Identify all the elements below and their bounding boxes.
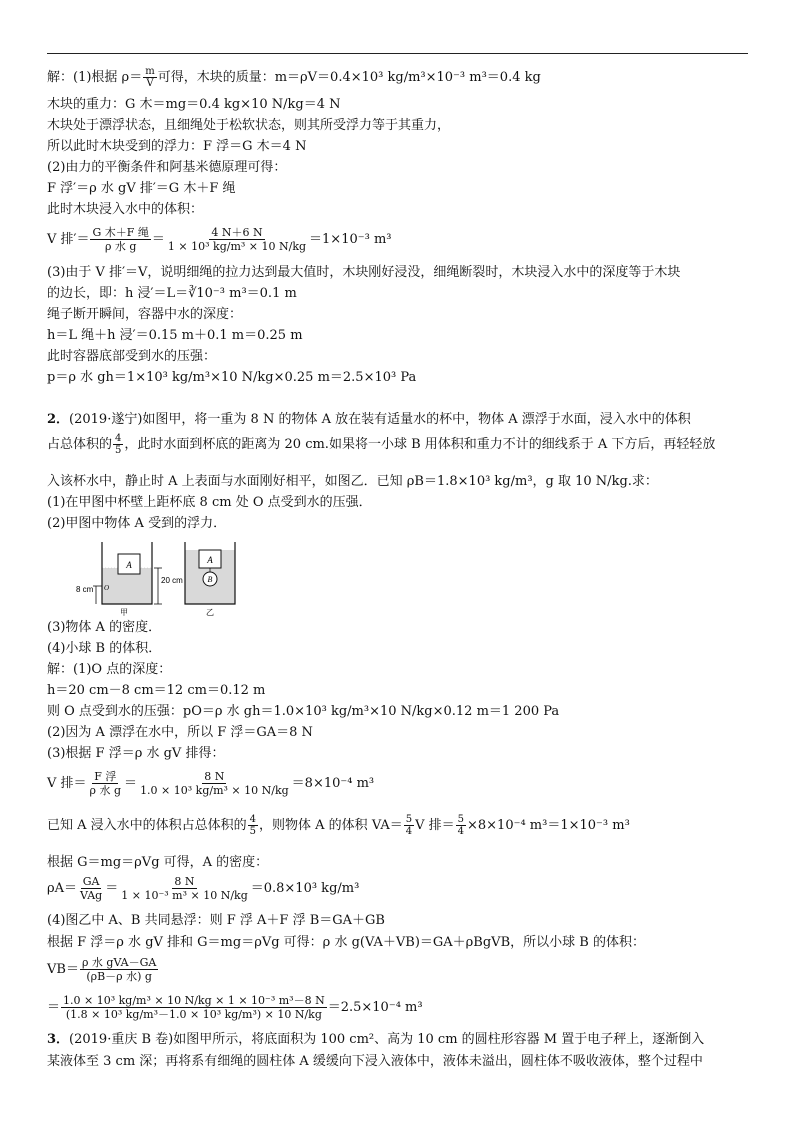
label-b: B [207,575,213,584]
sol2-line-13: ＝ $\frac{\text{1.0 × 10³ kg/m³ × 10 N/kg × 1 × 10⁻³ m³－8 N}}{\text{(1.8 × 10³ kg/m³－1.0 × 10³ kg/m³) × 10 N/kg}}$ ＝2.5×10⁻⁴ m³ [47,994,423,1021]
sol1-line-7: 此时木块浸入水中的体积： [47,202,204,217]
sol1-line-2: 木块的重力：G 木＝mg＝0.4 kg×10 N/kg＝4 N [47,97,341,112]
sol1-line-12: h＝L 绳＋h 浸′＝0.15 m＋0.1 m＝0.25 m [47,328,303,343]
label-a-right: A [207,555,213,565]
q2-sub-3: (3)物体 A 的密度． [47,620,162,635]
sol2-line-8: 根据 G＝mg＝ρVg 可得，A 的密度： [47,855,269,870]
q2-sub-2: (2)甲图中物体 A 受到的浮力． [47,516,227,531]
sol1-line-11: 绳子断开瞬间，容器中水的深度： [47,307,243,322]
caption-left: 甲 [120,608,128,617]
sol2-line-2: h＝20 cm－8 cm＝12 cm＝0.12 m [47,683,266,698]
q2-line-2: 占总体积的 $\frac{4}{5}$ ，此时水面到杯底的距离为 20 cm.如果将一小球 B 用体积和重力不计的细线系于 A 下方后，再轻轻放 [47,433,716,456]
sol1-line-9: (3)由于 V 排′＝V，说明细绳的拉力达到最大值时，木块刚好浸没，细绳断裂时，木块浸入水中的深度等于木块 [47,265,681,280]
beaker-figure [78,538,258,618]
q2-sub-4: (4)小球 B 的体积． [47,641,162,656]
sol2-line-5: (3)根据 F 浮＝ρ 水 gV 排得： [47,746,225,761]
sol1-line-13: 此时容器底部受到水的压强： [47,349,217,364]
q2-line-1: 2．(2019·遂宁)如图甲，将一重为 8 N 的物体 A 放在装有适量水的杯中，物体 A 漂浮于水面，浸入水中的体积 [47,412,691,427]
sol1-line-4: 所以此时木块受到的浮力：F 浮＝G 木＝4 N [47,139,307,154]
beaker-left [76,542,183,617]
sol2-line-1: 解：(1)O 点的深度： [47,662,172,677]
sol1-line-8: V 排′＝ $\frac{\text{G 木＋F 绳}}{\text{ρ 水 g}}$ ＝ $\frac{4 N+6 N}{\text{1 × 10³ kg/m³ × 10 N/kg}}$ ＝1×10⁻³ m³ [47,226,392,253]
sol1-line-1: 解：(1)根据 ρ＝ $\frac{m}{V}$ 可得，木块的质量：m＝ρV＝0.4×10³ kg/m³×10⁻³ m³＝0.4 kg [47,66,541,89]
sol2-line-9: ρA＝ $\frac{GA}{\text{VAg}}$ ＝ $\frac{8 N}{\text{1 × 10⁻³ m³ × 10 N/kg}}$ ＝0.8×10³ kg/m³ [47,875,360,902]
q2-sub-1: (1)在甲图中杯壁上距杯底 8 cm 处 O 点受到水的压强． [47,495,372,510]
sol1-line-5: (2)由力的平衡条件和阿基米德原理可得： [47,160,287,175]
dim-8-label: 8 cm [76,585,94,594]
label-o: O [104,584,110,592]
q3-line-1: 3．(2019·重庆 B 卷)如图甲所示，将底面积为 100 cm²、高为 10 cm 的圆柱形容器 M 置于电子秤上，逐渐倒入 [47,1032,705,1047]
dim-20-label: 20 cm [161,576,183,585]
sol2-line-7: 已知 A 浸入水中的体积占总体积的 $\frac{4}{5}$ ，则物体 A 的体积 VA＝ $\frac{5}{4}$ V 排＝ $\frac{5}{4}$ ×8×10⁻⁴ m³＝1×10⁻³ m³ [47,814,630,837]
sol2-line-4: (2)因为 A 漂浮在水中，所以 F 浮＝GA＝8 N [47,725,313,740]
sol2-line-6: V 排＝ $\frac{\text{F 浮}}{\text{ρ 水 g}}$ ＝ $\frac{8 N}{\text{1.0 × 10³ kg/m³ × 10 N/kg}}$ ＝8×10⁻⁴ m³ [47,770,375,797]
sol1-line-6: F 浮′＝ρ 水 gV 排′＝G 木＋F 绳 [47,181,236,196]
sol2-line-11: 根据 F 浮＝ρ 水 gV 排和 G＝mg＝ρVg 可得：ρ 水 g(VA＋VB)＝GA＋ρBgVB，所以小球 B 的体积： [47,935,645,950]
sol2-line-3: 则 O 点受到水的压强：pO＝ρ 水 gh＝1.0×10³ kg/m³×10 N/kg×0.12 m＝1 200 Pa [47,704,560,719]
caption-right: 乙 [206,608,214,617]
sol1-line-14: p＝ρ 水 gh＝1×10³ kg/m³×10 N/kg×0.25 m＝2.5×10³ Pa [47,370,417,385]
q3-line-2: 某液体至 3 cm 深；再将系有细绳的圆柱体 A 缓缓向下浸入液体中，液体未溢出，圆柱体不吸收液体，整个过程中 [47,1054,703,1069]
sol2-line-12: VB＝ $\frac{\text{ρ 水 gVA－GA}}{\text{(ρB－ρ 水) g}}$ [47,956,157,983]
q2-line-3: 入该杯水中，静止时 A 上表面与水面刚好相平，如图乙．已知 ρB＝1.8×10³ kg/m³，g 取 10 N/kg.求： [47,474,658,489]
header-rule [47,53,748,54]
sol1-line-3: 木块处于漂浮状态，且细绳处于松软状态，则其所受浮力等于其重力， [47,118,451,133]
sol2-line-10: (4)图乙中 A、B 共同悬浮：则 F 浮 A＋F 浮 B＝GA＋GB [47,913,385,928]
sol1-line-10: 的边长，即：h 浸′＝L＝∛10⁻³ m³＝0.1 m [47,286,297,301]
label-a-left: A [126,560,132,570]
beaker-right [185,542,235,617]
